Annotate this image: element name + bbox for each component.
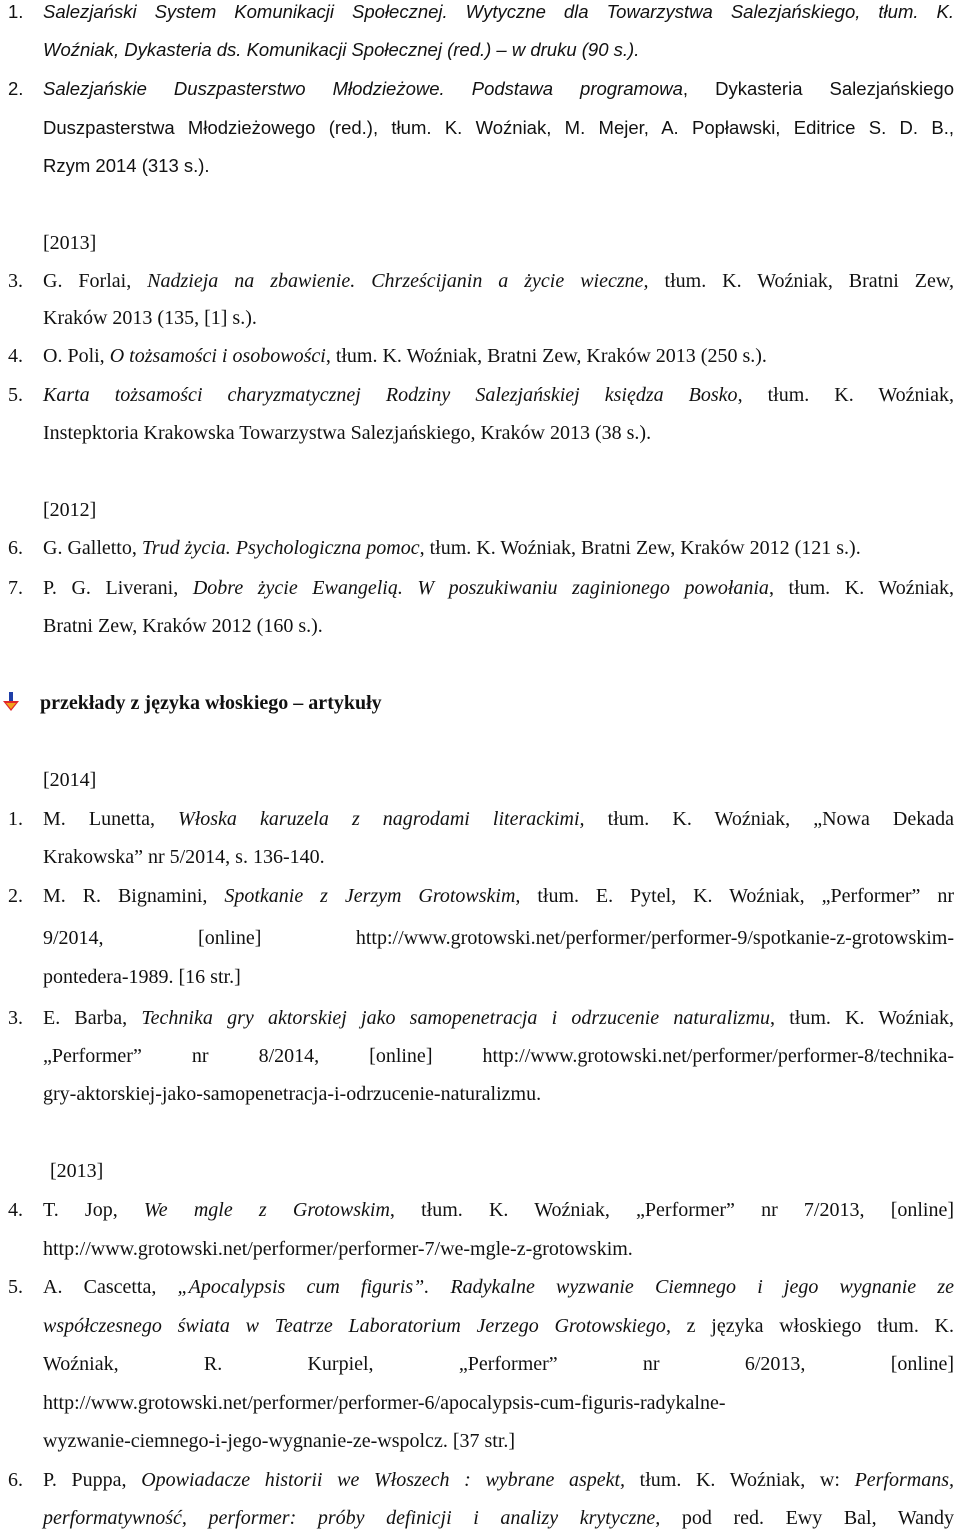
item-text: Karta tożsamości charyzmatycznej Rodziny Salezjańskiej księdza Bosko, tłum. K. Woźniak, xyxy=(43,384,954,406)
item-text: Salezjański System Komunikacji Społecznej. Wytyczne dla Towarzystwa Salezjańskiego, tłum. K. xyxy=(43,1,954,22)
item-text: Rzym 2014 (313 s.). xyxy=(43,155,210,176)
item-number: 4. xyxy=(8,1199,23,1221)
item-text: Instepktoria Krakowska Towarzystwa Salezjańskiego, Kraków 2013 (38 s.). xyxy=(43,422,652,444)
item-text: pontedera-1989. [16 str.] xyxy=(43,966,241,988)
section-title: przekłady z języka włoskiego – artykuły xyxy=(40,692,382,714)
item-number: 3. xyxy=(8,270,23,292)
item-link: http://www.grotowski.net/performer/performer-6/apocalypsis-cum-figuris-radykalne- xyxy=(43,1392,726,1414)
item-number: 1. xyxy=(8,1,24,22)
item-text: Duszpasterstwa Młodzieżowego (red.), tłum. K. Woźniak, M. Mejer, A. Popławski, Editrice S. D. B., xyxy=(43,117,954,138)
item-link: http://www.grotowski.net/performer/performer-7/we-mgle-z-grotowskim. xyxy=(43,1238,633,1260)
item-text: M. Lunetta, Włoska karuzela z nagrodami literackimi, tłum. K. Woźniak, „Nowa Dekada xyxy=(43,808,954,830)
item-number: 7. xyxy=(8,577,23,599)
arrow-down-icon xyxy=(2,692,20,712)
year-heading: [2013] xyxy=(50,1160,104,1182)
item-number: 5. xyxy=(8,1276,23,1298)
item-text: Woźniak, Dykasteria ds. Komunikacji Społecznej (red.) – w druku (90 s.). xyxy=(43,39,640,60)
item-text: E. Barba, Technika gry aktorskiej jako samopenetracja i odrzucenie naturalizmu, tłum. K. Woźniak, xyxy=(43,1007,954,1029)
item-text: wyzwanie-ciemnego-i-jego-wygnanie-ze-wspolcz. [37 str.] xyxy=(43,1430,516,1452)
item-text: gry-aktorskiej-jako-samopenetracja-i-odrzucenie-naturalizmu. xyxy=(43,1083,542,1105)
item-text: Krakowska” nr 5/2014, s. 136-140. xyxy=(43,846,325,868)
item-text: O. Poli, O tożsamości i osobowości, tłum. K. Woźniak, Bratni Zew, Kraków 2013 (250 s.). xyxy=(43,345,767,367)
item-text: performatywność, performer: próby definicji i analizy krytyczne, pod red. Ewy Bal, Wandy xyxy=(43,1507,954,1529)
item-text: Bratni Zew, Kraków 2012 (160 s.). xyxy=(43,615,323,637)
item-number: 2. xyxy=(8,885,23,907)
item-text: A. Cascetta, „Apocalypsis cum figuris”. Radykalne wyzwanie Ciemnego i jego wygnanie ze xyxy=(43,1276,954,1298)
item-text: Kraków 2013 (135, [1] s.). xyxy=(43,307,257,329)
item-text: P. Puppa, Opowiadacze historii we Włoszech : wybrane aspekt, tłum. K. Woźniak, w: Performans, xyxy=(43,1469,955,1491)
item-number: 4. xyxy=(8,345,23,367)
item-number: 6. xyxy=(8,537,23,559)
item-number: 1. xyxy=(8,808,23,830)
item-text: G. Galletto, Trud życia. Psychologiczna pomoc, tłum. K. Woźniak, Bratni Zew, Kraków 2012 (121 s.). xyxy=(43,537,861,559)
year-heading: [2014] xyxy=(43,769,97,791)
item-text: współczesnego świata w Teatrze Laboratorium Jerzego Grotowskiego, z języka włoskiego tłum. K. xyxy=(43,1315,954,1337)
item-text: Salezjańskie Duszpasterstwo Młodzieżowe. Podstawa programowa, Dykasteria Salezjańskiego xyxy=(43,78,954,99)
item-number: 5. xyxy=(8,384,23,406)
item-text: G. Forlai, Nadzieja na zbawienie. Chrześcijanin a życie wieczne, tłum. K. Woźniak, Bratni Zew, xyxy=(43,270,954,292)
item-link: 9/2014, [online] http://www.grotowski.net/performer/performer-9/spotkanie-z-grotowskim- xyxy=(43,927,954,949)
item-text: P. G. Liverani, Dobre życie Ewangelią. W poszukiwaniu zaginionego powołania, tłum. K. Woźniak, xyxy=(43,577,954,599)
item-number: 2. xyxy=(8,78,24,99)
item-text: T. Jop, We mgle z Grotowskim, tłum. K. Woźniak, „Performer” nr 7/2013, [online] xyxy=(43,1199,955,1221)
item-number: 3. xyxy=(8,1007,23,1029)
item-text xyxy=(43,39,639,61)
item-link: „Performer” nr 8/2014, [online] http://www.grotowski.net/performer/performer-8/technika- xyxy=(43,1045,954,1067)
year-heading: [2012] xyxy=(43,499,97,521)
item-text: Woźniak, R. Kurpiel, „Performer” nr 6/2013, [online] xyxy=(43,1353,954,1375)
item-text: M. R. Bignamini, Spotkanie z Jerzym Grotowskim, tłum. E. Pytel, K. Woźniak, „Performer” nr xyxy=(43,885,954,907)
item-number: 6. xyxy=(8,1469,23,1491)
year-heading: [2013] xyxy=(43,232,97,254)
